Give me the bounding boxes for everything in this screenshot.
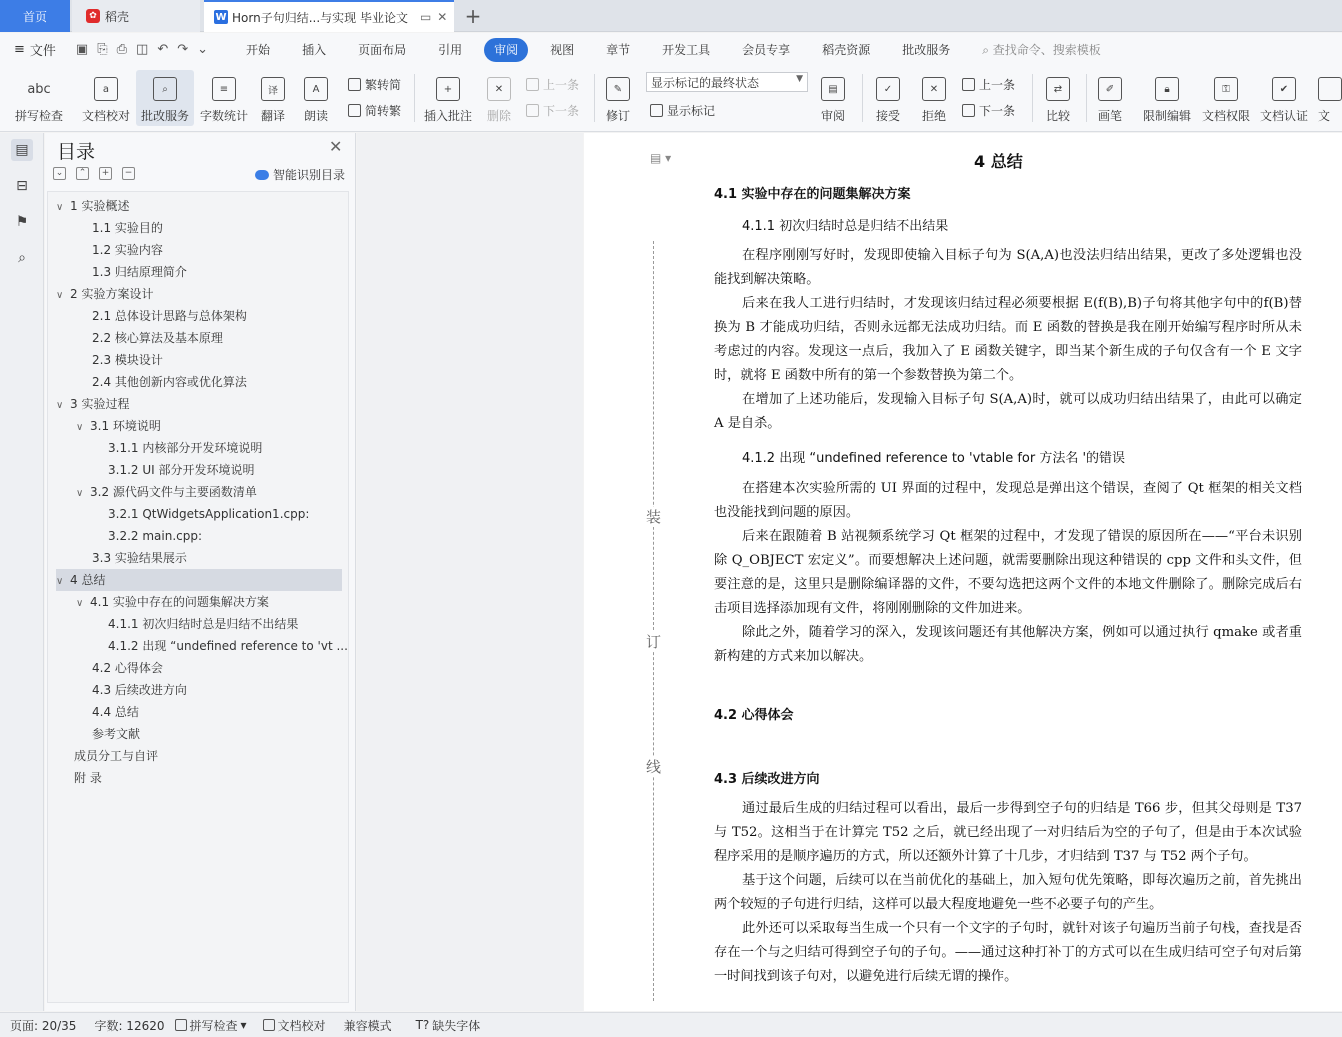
compat-mode[interactable]: 兼容模式 xyxy=(343,1018,392,1033)
toc-item-label: 2.1 总体设计思路与总体架构 xyxy=(92,309,247,323)
toc-item[interactable] xyxy=(92,239,163,261)
menu-insert[interactable]: 插入 xyxy=(302,42,327,57)
insert-comment-label: 插入批注 xyxy=(423,109,472,123)
missing-font[interactable] xyxy=(416,1017,481,1034)
word-count-icon: ≡ xyxy=(212,77,236,101)
chevron-down-icon: ▾ xyxy=(240,1018,247,1032)
ribbon-separator xyxy=(862,74,863,122)
toc-item-label: 2.2 核心算法及基本原理 xyxy=(92,331,223,345)
insert-comment-icon: + xyxy=(436,77,460,101)
close-panel-icon[interactable]: ✕ xyxy=(329,137,343,156)
quick-access-toolbar xyxy=(76,42,208,57)
paragraph: 在程序刚刚写好时，发现即使输入目标子句为 S(A,A)也没法归结出结果，更改了多处逻辑也没能找到解决策略。 xyxy=(714,248,1302,287)
tab-daoke-label: 稻壳 xyxy=(105,9,130,24)
toc-panel-icon[interactable]: ▤ xyxy=(11,139,33,161)
ribbon-separator xyxy=(1032,74,1033,122)
ribbon-separator xyxy=(594,74,595,122)
toc-item[interactable] xyxy=(92,657,163,679)
track-changes-label: 修订 xyxy=(605,109,630,123)
writer-logo-icon: W xyxy=(215,11,227,23)
review-pane-button[interactable] xyxy=(815,70,851,126)
simp-to-trad-label: 简转繁 xyxy=(365,103,402,118)
document-certify-button[interactable] xyxy=(1258,70,1310,126)
review-pane-icon: ▤ xyxy=(821,77,845,101)
toc-item[interactable] xyxy=(92,217,163,239)
simp-to-trad-icon xyxy=(348,104,361,117)
read-aloud-button[interactable] xyxy=(298,70,334,126)
toc-item-label: 4.2 心得体会 xyxy=(92,661,163,675)
read-aloud-label: 朗读 xyxy=(303,109,328,123)
heading-4: 4 总结 xyxy=(974,152,1023,171)
toc-item-label: 2 实验方案设计 xyxy=(70,287,154,301)
missing-font-icon: T? xyxy=(415,1018,430,1032)
ribbon-separator xyxy=(1086,74,1087,122)
reject-label: 拒绝 xyxy=(921,109,946,123)
document-more-icon xyxy=(1318,77,1342,101)
track-changes-icon: ✎ xyxy=(606,77,630,101)
word-count-label: 字数统计 xyxy=(199,109,248,123)
document-rights-icon: ⚿ xyxy=(1214,77,1238,101)
find-icon[interactable]: ⌕ xyxy=(18,250,26,266)
daoke-logo-icon: ✿ xyxy=(86,9,100,23)
proofread-button[interactable] xyxy=(78,70,134,126)
toc-item-label: 4 总结 xyxy=(70,573,106,587)
trad-to-simp-button[interactable] xyxy=(348,74,401,94)
print-preview-icon[interactable]: ◫ xyxy=(136,42,149,57)
toc-item[interactable] xyxy=(108,503,309,525)
paragraph: 后来在跟随着 B 站视频系统学习 Qt 框架的过程中，才发现了错误的原因所在——“平台未识别除 Q_OBJECT 宏定义”。而要想解决上述问题，就需要删除出现这种错误的 cpp 文件和头文件，但要注意的是，这里只是删除编译器的文件，不要勾选把这两个文件的本地文件删除了。删除完成后右击项目选择添加现有文件，将刚刚删除的文件加进来。 xyxy=(714,529,1302,616)
restrict-editing-label: 限制编辑 xyxy=(1142,109,1191,123)
close-tab-icon[interactable]: ✕ xyxy=(437,10,448,24)
chevron-down-icon[interactable]: ∨ xyxy=(56,400,64,411)
next-comment-button[interactable] xyxy=(526,100,579,120)
toc-item-label: 2.4 其他创新内容或优化算法 xyxy=(92,375,247,389)
menu-items xyxy=(230,38,966,62)
word-count-indicator[interactable]: 字数: 12620 xyxy=(94,1018,165,1033)
toc-item-label: 附 录 xyxy=(74,771,102,785)
proofread-status-icon xyxy=(263,1019,275,1031)
reject-button[interactable] xyxy=(916,70,952,126)
toc-item-label: 参考文献 xyxy=(92,727,141,741)
toc-item[interactable] xyxy=(92,679,187,701)
menu-layout[interactable]: 页面布局 xyxy=(358,42,407,57)
markup-state-dropdown[interactable] xyxy=(646,72,808,92)
previous-change-button[interactable] xyxy=(962,74,1015,94)
status-spell-check-label: 拼写检查 xyxy=(189,1018,238,1033)
document-more-label: 文 xyxy=(1318,109,1331,123)
toc-item[interactable] xyxy=(108,459,255,481)
paragraph: 在增加了上述功能后，发现输入目标子句 S(A,A)时，就可以成功归结出结果了，由此可以确定 A 是自杀。 xyxy=(714,392,1302,431)
paragraph: 此外还可以采取每当生成一个只有一个文字的子句时，就针对该子句遍历当前子句栈，查找是否存在一个与之归结可得到空子句的子句。——通过这种打补丁的方式可以在生成归结可空子句对后第一时间找到该子句对，以避免进行后续无谓的操作。 xyxy=(714,921,1302,984)
toc-item[interactable] xyxy=(74,767,102,789)
previous-comment-label: 上一条 xyxy=(543,77,580,92)
proofread-icon: a xyxy=(94,77,118,101)
toc-item-label: 1 实验概述 xyxy=(70,199,130,213)
paragraph: 在搭建本次实验所需的 UI 界面的过程中，发现总是弹出这个错误，查阅了 Qt 框架的相关文档也没能找到问题的原因。 xyxy=(714,481,1302,520)
chapter-panel-icon[interactable]: ⊟ xyxy=(16,178,28,194)
file-menu-label: 文件 xyxy=(29,44,56,59)
menu-member[interactable]: 会员专享 xyxy=(742,42,791,57)
chevron-down-icon[interactable]: ∨ xyxy=(76,422,84,433)
toc-item-label: 成员分工与自评 xyxy=(74,749,159,763)
toc-item[interactable] xyxy=(92,701,139,723)
show-markup-button[interactable] xyxy=(650,100,715,120)
toc-item[interactable] xyxy=(92,261,187,283)
document-rights-label: 文档权限 xyxy=(1201,109,1250,123)
save-icon[interactable]: ▣ xyxy=(75,42,89,57)
heading-4-1: 4.1 实验中存在的问题集解决方案 xyxy=(714,187,911,202)
heading-4-1-2: 4.1.2 出现 “undefined reference to 'vtable for 方法名 '的错误 xyxy=(742,451,1126,466)
pen-button[interactable] xyxy=(1092,70,1128,126)
toc-list xyxy=(47,191,349,1003)
paragraph: 基于这个问题，后续可以在当前优化的基础上，加入短句优先策略，即每次遍历之前，首先挑出两个较短的子句进行归结，这样可以最大程度地避免一些不必要子句的产生。 xyxy=(714,873,1302,912)
menu-bar xyxy=(0,33,1342,66)
spell-check-icon: abc xyxy=(27,81,51,97)
translate-button[interactable] xyxy=(255,70,291,126)
toc-item-label: 3.2 源代码文件与主要函数清单 xyxy=(90,485,257,499)
binding-line xyxy=(653,241,654,1001)
heading-4-1-1: 4.1.1 初次归结时总是归结不出结果 xyxy=(742,219,949,234)
paragraph: 除此之外，随着学习的深入，发现该问题还有其他解决方案，例如可以通过执行 qmake 或者重新构建的方式来加以解决。 xyxy=(714,625,1302,664)
toc-item-label: 1.3 归结原理简介 xyxy=(92,265,187,279)
next-comment-icon xyxy=(526,104,539,117)
trad-to-simp-label: 繁转简 xyxy=(365,77,402,92)
toc-tools xyxy=(53,167,135,180)
side-tool-strip xyxy=(0,133,44,1011)
translate-icon: 译 xyxy=(261,77,285,101)
heading-4-3: 4.3 后续改进方向 xyxy=(714,772,820,787)
toc-item-label: 4.3 后续改进方向 xyxy=(92,683,187,697)
dropdown-arrow-icon: ▼ xyxy=(796,74,803,84)
tab-document[interactable] xyxy=(204,0,454,32)
spell-check-label: 拼写检查 xyxy=(14,109,63,123)
export-icon[interactable]: ⎘ xyxy=(97,42,108,57)
delete-comment-label: 删除 xyxy=(486,109,511,123)
smart-toc-label: 智能识别目录 xyxy=(273,168,346,182)
toc-item-label: 4.1.2 出现 “undefined reference to 'vt ... xyxy=(108,639,348,653)
tab-daoke[interactable] xyxy=(72,0,200,32)
certify-icon: ✔ xyxy=(1272,77,1296,101)
canvas-gutter xyxy=(357,133,583,1011)
toc-item[interactable] xyxy=(92,349,163,371)
toc-panel xyxy=(45,133,356,1011)
toc-item[interactable] xyxy=(56,393,129,415)
toc-item[interactable] xyxy=(92,305,247,327)
toc-item[interactable] xyxy=(76,481,257,503)
file-menu[interactable] xyxy=(14,40,56,59)
ribbon-separator xyxy=(414,74,415,122)
previous-comment-button[interactable] xyxy=(526,74,579,94)
correction-service-icon: ⌕ xyxy=(153,77,177,101)
toc-item-label: 3.1.1 内核部分开发环境说明 xyxy=(108,441,263,455)
word-count-button[interactable] xyxy=(198,70,250,126)
chevron-down-icon[interactable]: ∨ xyxy=(76,598,84,609)
menu-correction[interactable]: 批改服务 xyxy=(902,42,951,57)
more-icon[interactable]: ⌄ xyxy=(197,42,209,57)
show-markup-label: 显示标记 xyxy=(667,103,716,118)
binding-mark-xian: 线 xyxy=(646,758,662,776)
translate-label: 翻译 xyxy=(260,109,285,123)
status-bar xyxy=(0,1012,1342,1037)
insert-comment-button[interactable] xyxy=(420,70,476,126)
proofread-label: 文档校对 xyxy=(81,109,130,123)
status-proofread-label: 文档校对 xyxy=(277,1018,326,1033)
compare-button[interactable] xyxy=(1040,70,1076,126)
toc-item[interactable] xyxy=(74,745,158,767)
accept-button[interactable] xyxy=(870,70,906,126)
read-aloud-icon: A xyxy=(304,77,328,101)
menu-review[interactable]: 审阅 xyxy=(484,38,528,62)
undo-icon[interactable]: ↶ xyxy=(157,42,169,57)
previous-comment-icon xyxy=(526,78,539,91)
toc-title: 目录 xyxy=(57,141,96,163)
pen-label: 画笔 xyxy=(1097,109,1122,123)
lock-icon: 🔒︎ xyxy=(1155,77,1179,101)
accept-label: 接受 xyxy=(875,109,900,123)
accept-icon: ✓ xyxy=(876,77,900,101)
markup-state-value: 显示标记的最终状态 xyxy=(651,76,760,90)
toc-item[interactable] xyxy=(92,371,247,393)
correction-service-button[interactable] xyxy=(136,70,194,126)
print-icon[interactable]: ⎙ xyxy=(116,42,128,57)
status-proofread[interactable] xyxy=(263,1017,326,1034)
menu-developer[interactable]: 开发工具 xyxy=(662,42,711,57)
toc-item[interactable] xyxy=(56,195,129,217)
toc-item[interactable] xyxy=(76,591,269,613)
toc-item[interactable] xyxy=(108,635,348,657)
compare-icon: ⇄ xyxy=(1046,77,1070,101)
remove-heading-icon[interactable]: − xyxy=(122,167,135,180)
checkbox-icon xyxy=(175,1019,187,1031)
next-comment-label: 下一条 xyxy=(543,103,580,118)
show-markup-icon xyxy=(650,104,663,117)
toc-item-label: 4.1 实验中存在的问题集解决方案 xyxy=(90,595,269,609)
menu-start[interactable]: 开始 xyxy=(246,42,271,57)
binding-mark-ding: 订 xyxy=(646,633,662,651)
previous-change-icon xyxy=(962,78,975,91)
toc-item-label: 1.1 实验目的 xyxy=(92,221,163,235)
toc-item-label: 3.3 实验结果展示 xyxy=(92,551,187,565)
menu-chapter[interactable]: 章节 xyxy=(606,42,631,57)
menu-daoke-resources[interactable]: 稻壳资源 xyxy=(822,42,871,57)
pen-icon: ✐ xyxy=(1098,77,1122,101)
toc-item[interactable] xyxy=(92,547,187,569)
toc-item[interactable] xyxy=(76,415,161,437)
simp-to-trad-button[interactable] xyxy=(348,100,401,120)
hamburger-icon: ≡ xyxy=(14,42,25,57)
document-certify-label: 文档认证 xyxy=(1259,109,1308,123)
toc-item[interactable] xyxy=(108,437,262,459)
toc-item[interactable] xyxy=(92,723,140,745)
command-search[interactable] xyxy=(982,41,1101,58)
next-change-label: 下一条 xyxy=(979,103,1016,118)
menu-reference[interactable]: 引用 xyxy=(438,42,463,57)
chevron-down-icon[interactable]: ∨ xyxy=(56,290,64,301)
tab-bar xyxy=(0,0,1342,32)
search-icon: ⌕ xyxy=(982,43,989,57)
toc-item-label: 1.2 实验内容 xyxy=(92,243,163,257)
next-change-icon xyxy=(962,104,975,117)
reject-icon: ✕ xyxy=(922,77,946,101)
document-rights-button[interactable] xyxy=(1200,70,1252,126)
smart-toc-button[interactable] xyxy=(255,166,345,183)
toc-item-label: 3.1 环境说明 xyxy=(90,419,161,433)
tab-home[interactable] xyxy=(0,0,70,32)
track-changes-button[interactable] xyxy=(600,70,636,126)
toc-item-label: 4.1.1 初次归结时总是归结不出结果 xyxy=(108,617,299,631)
toc-item[interactable] xyxy=(56,283,153,305)
paragraph: 通过最后生成的归结过程可以看出，最后一步得到空子句的归结是 T66 步，但其父母则是 T37 与 T52。这相当于在计算完 T52 之后，就已经出现了一对归结后为空的子句了，但是由于本次试验程序采用的是顺序遍历的方式，所以还额外计算了十几步，才归结到 T37 与 T52 两个子句。 xyxy=(714,801,1302,864)
heading-4-2: 4.2 心得体会 xyxy=(714,708,794,723)
delete-comment-icon: ✕ xyxy=(487,77,511,101)
chevron-down-icon[interactable]: ∨ xyxy=(76,488,84,499)
expand-up-icon[interactable]: ⌃ xyxy=(76,167,89,180)
toc-item-label: 3.2.2 main.cpp: xyxy=(108,529,203,543)
missing-font-label: 缺失字体 xyxy=(432,1018,481,1033)
toc-item[interactable] xyxy=(56,569,105,591)
smart-toc-icon xyxy=(255,170,269,180)
toc-item-label: 4.4 总结 xyxy=(92,705,139,719)
compare-label: 比较 xyxy=(1045,109,1070,123)
binding-mark-zhuang: 装 xyxy=(646,508,662,526)
monitor-icon[interactable]: ▭ xyxy=(419,10,432,24)
spell-check-button[interactable] xyxy=(6,70,72,126)
toc-item[interactable] xyxy=(108,613,298,635)
toc-item-label: 3.2.1 QtWidgetsApplication1.cpp: xyxy=(108,507,310,521)
next-change-button[interactable] xyxy=(962,100,1015,120)
delete-comment-button[interactable] xyxy=(481,70,517,126)
restrict-editing-button[interactable] xyxy=(1140,70,1194,126)
new-tab-button[interactable]: + xyxy=(464,4,482,28)
command-search-placeholder: 查找命令、搜索模板 xyxy=(992,43,1101,57)
trad-to-simp-icon xyxy=(348,78,361,91)
add-heading-icon[interactable]: + xyxy=(99,167,112,180)
collapse-all-icon[interactable]: ⌄ xyxy=(53,167,66,180)
correction-service-label: 批改服务 xyxy=(140,109,189,123)
paragraph: 后来在我人工进行归结时，才发现该归结过程必须要根据 E(f(B),B)子句将其他字句中的f(B)替换为 B 才能成功归结，否则永远都无法成功归结。而 E 函数的替换是我在刚开始编写程序时所从未考虑过的内容。发现这一点后，我加入了 E 函数关键字，即当某个新生成的子句仅含有一个 E 文字时，就将 E 函数中所有的第一个参数替换为第二个。 xyxy=(714,296,1302,383)
toc-item-label: 2.3 模块设计 xyxy=(92,353,163,367)
review-pane-label: 审阅 xyxy=(820,109,845,123)
document-page xyxy=(584,133,1342,1011)
toc-item-label: 3.1.2 UI 部分开发环境说明 xyxy=(108,463,255,477)
chevron-down-icon[interactable]: ∨ xyxy=(56,576,64,587)
chevron-down-icon[interactable]: ∨ xyxy=(56,202,64,213)
tab-home-label: 首页 xyxy=(22,9,47,24)
status-spell-check[interactable] xyxy=(175,1017,247,1034)
document-more-button[interactable] xyxy=(1318,70,1342,126)
toc-item[interactable] xyxy=(108,525,202,547)
redo-icon[interactable]: ↷ xyxy=(177,42,189,57)
previous-change-label: 上一条 xyxy=(979,77,1016,92)
page-options-icon[interactable]: ▤ ▾ xyxy=(650,151,672,165)
toc-item[interactable] xyxy=(92,327,223,349)
page-indicator[interactable]: 页面: 20/35 xyxy=(10,1018,77,1033)
bookmark-icon[interactable]: ⚑ xyxy=(15,214,29,230)
menu-view[interactable]: 视图 xyxy=(550,42,575,57)
tab-document-title: Horn子句归结...与实现 毕业论文 xyxy=(232,10,408,25)
toc-item-label: 3 实验过程 xyxy=(70,397,130,411)
